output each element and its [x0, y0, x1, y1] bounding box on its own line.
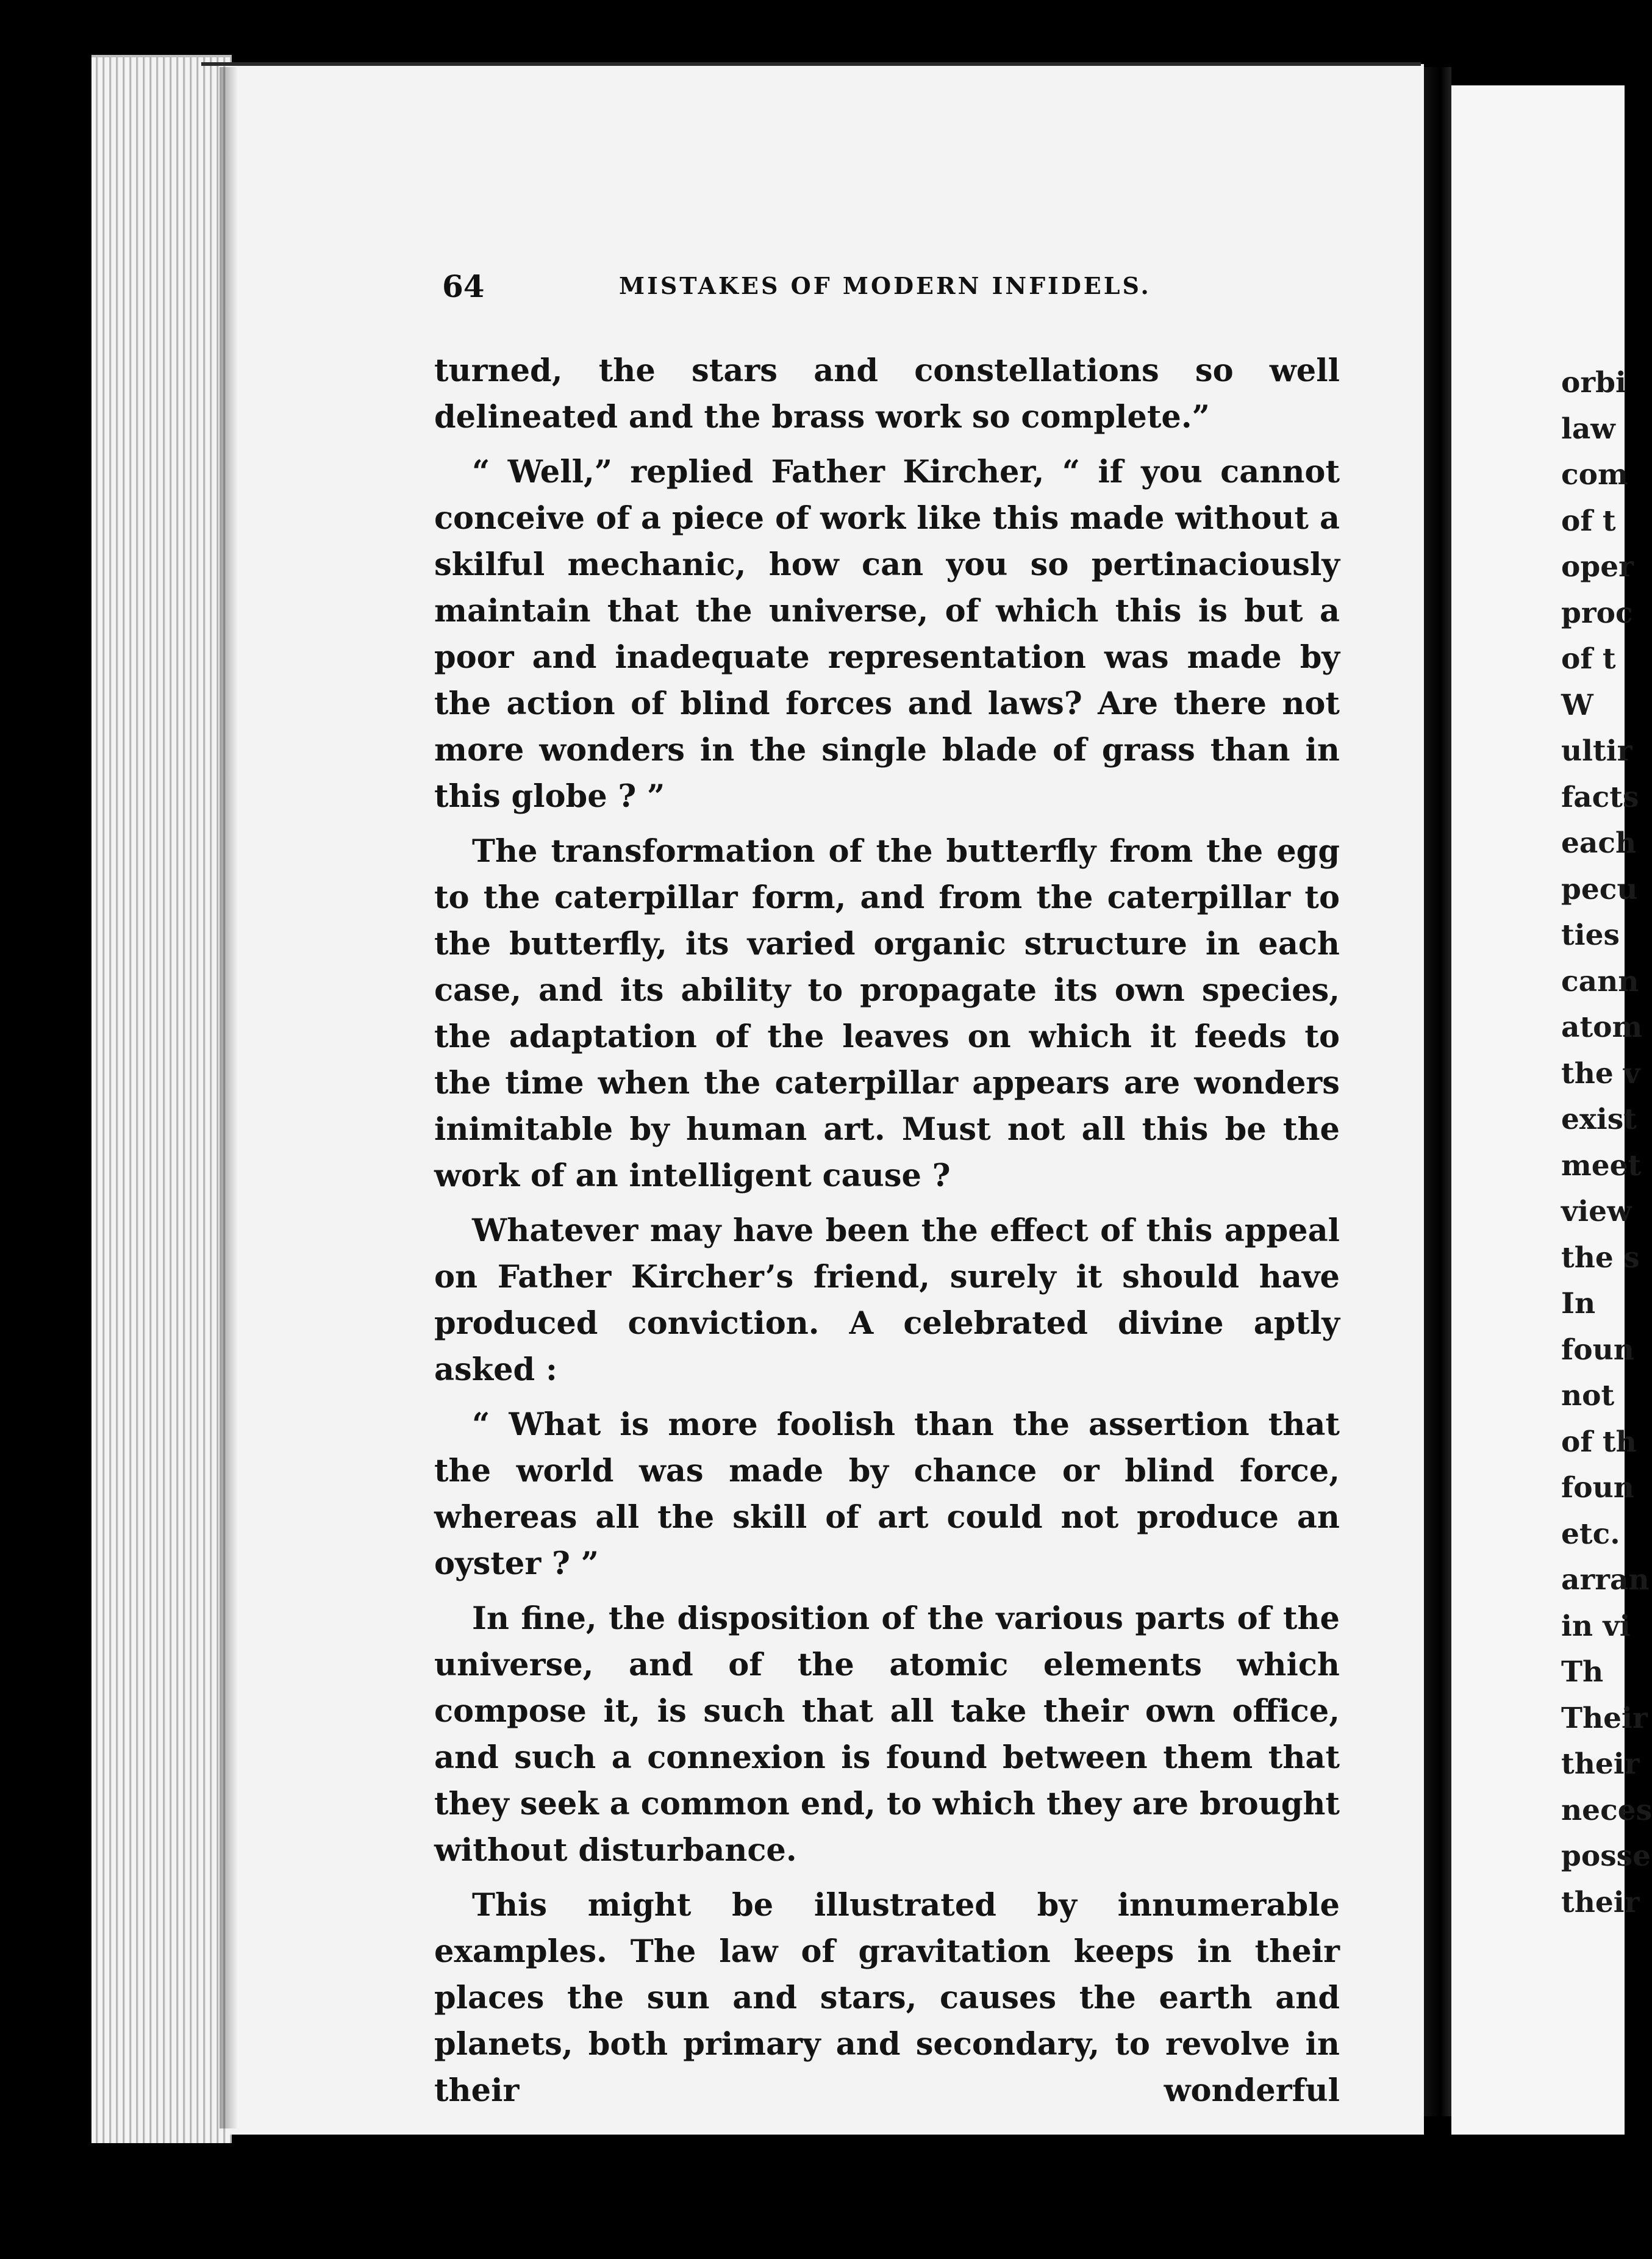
fragment-line: atom [1561, 1011, 1643, 1044]
fragment-line: of t [1561, 642, 1616, 676]
fragment-line: proc [1561, 596, 1633, 630]
fragment-line: pecu [1561, 872, 1638, 906]
fragment-line: foun [1561, 1333, 1634, 1367]
fragment-line: orbi [1561, 366, 1626, 399]
running-title: MISTAKES OF MODERN INFIDELS. [619, 272, 1151, 299]
paragraph: In fine, the disposition of the various parts of the universe, and of the atomic elements which compose it, is such that all take their own office, and such a connexion is found between them that they seek a common end, to which they are brought without disturbance. [434, 1600, 1340, 1869]
fragment-line: their [1561, 1885, 1640, 1919]
paragraph: The transformation of the butterfly from the egg to the caterpillar form, and from the caterpillar to the butterfly, its varied organic structure in each case, and its ability to propagate its own species, the adaptation of the leaves on which it feeds to the time when the caterpillar appears are wonders inimitable by human art. Must not all this be the work of an intelligent cause ? [434, 833, 1340, 1194]
fragment-line: their [1561, 1747, 1640, 1781]
fragment-line: the v [1561, 1056, 1640, 1090]
fragment-line: posse [1561, 1839, 1651, 1873]
fragment-line: Th [1561, 1655, 1604, 1689]
book-page-stack [91, 55, 232, 2143]
fragment-line: neces [1561, 1793, 1652, 1827]
paragraph: “ What is more foolish than the assertion that the world was made by chance or blind force, whereas all the skill of art could not produce an oyster ? ” [434, 1406, 1340, 1582]
paragraph: Whatever may have been the effect of this appeal on Father Kircher’s friend, surely it should have produced conviction. A celebrated divine aptly asked : [434, 1212, 1340, 1388]
fragment-line: exist [1561, 1103, 1637, 1136]
fragment-line: Their [1561, 1701, 1648, 1735]
fragment-line: the s [1561, 1240, 1640, 1275]
fragment-line: foun [1561, 1471, 1634, 1505]
paragraph: turned, the stars and constellations so well delineated and the brass work so complete.” [434, 353, 1340, 435]
fragment-line: cann [1561, 964, 1639, 998]
book-gutter [1424, 67, 1451, 2116]
page-number: 64 [442, 268, 485, 304]
fragment-line: ties [1561, 918, 1620, 952]
fragment-line: law [1561, 412, 1615, 446]
fragment-line: arran [1561, 1563, 1650, 1597]
top-rule [201, 62, 1421, 66]
fragment-line: of t [1561, 504, 1616, 538]
page-header [442, 268, 1174, 311]
fragment-line: ultir [1561, 734, 1632, 768]
paragraph: This might be illustrated by innumerable examples. The law of gravitation keeps in their places the sun and stars, causes the earth and planets, both primary and secondary, to revolve in their wonderful [434, 1887, 1340, 2109]
page-edge-shadow [220, 67, 238, 2128]
fragment-line: meet [1561, 1148, 1642, 1183]
fragment-line: view [1561, 1195, 1632, 1228]
fragment-line: of th [1561, 1425, 1637, 1459]
fragment-line: com [1561, 458, 1628, 492]
paragraph: “ Well,” replied Father Kircher, “ if you cannot conceive of a piece of work like this made without a skilful mechanic, how can you so pertinaciously maintain that the universe, of which this is but a poor and inadequate representation was made by the action of blind forces and laws? Are there not more wonders in the single blade of grass than in this globe ? ” [434, 454, 1340, 815]
fragment-line: oper [1561, 550, 1634, 584]
right-page-fragments [1561, 360, 1652, 1925]
fragment-line: facts [1561, 780, 1639, 814]
fragment-line: not [1561, 1379, 1615, 1412]
fragment-line: In [1561, 1287, 1596, 1320]
fragment-line: W [1561, 688, 1593, 722]
fragment-line: each [1561, 826, 1637, 860]
body-text [434, 348, 1340, 2122]
fragment-line: in vi [1561, 1609, 1631, 1643]
fragment-line: etc. [1561, 1517, 1620, 1551]
